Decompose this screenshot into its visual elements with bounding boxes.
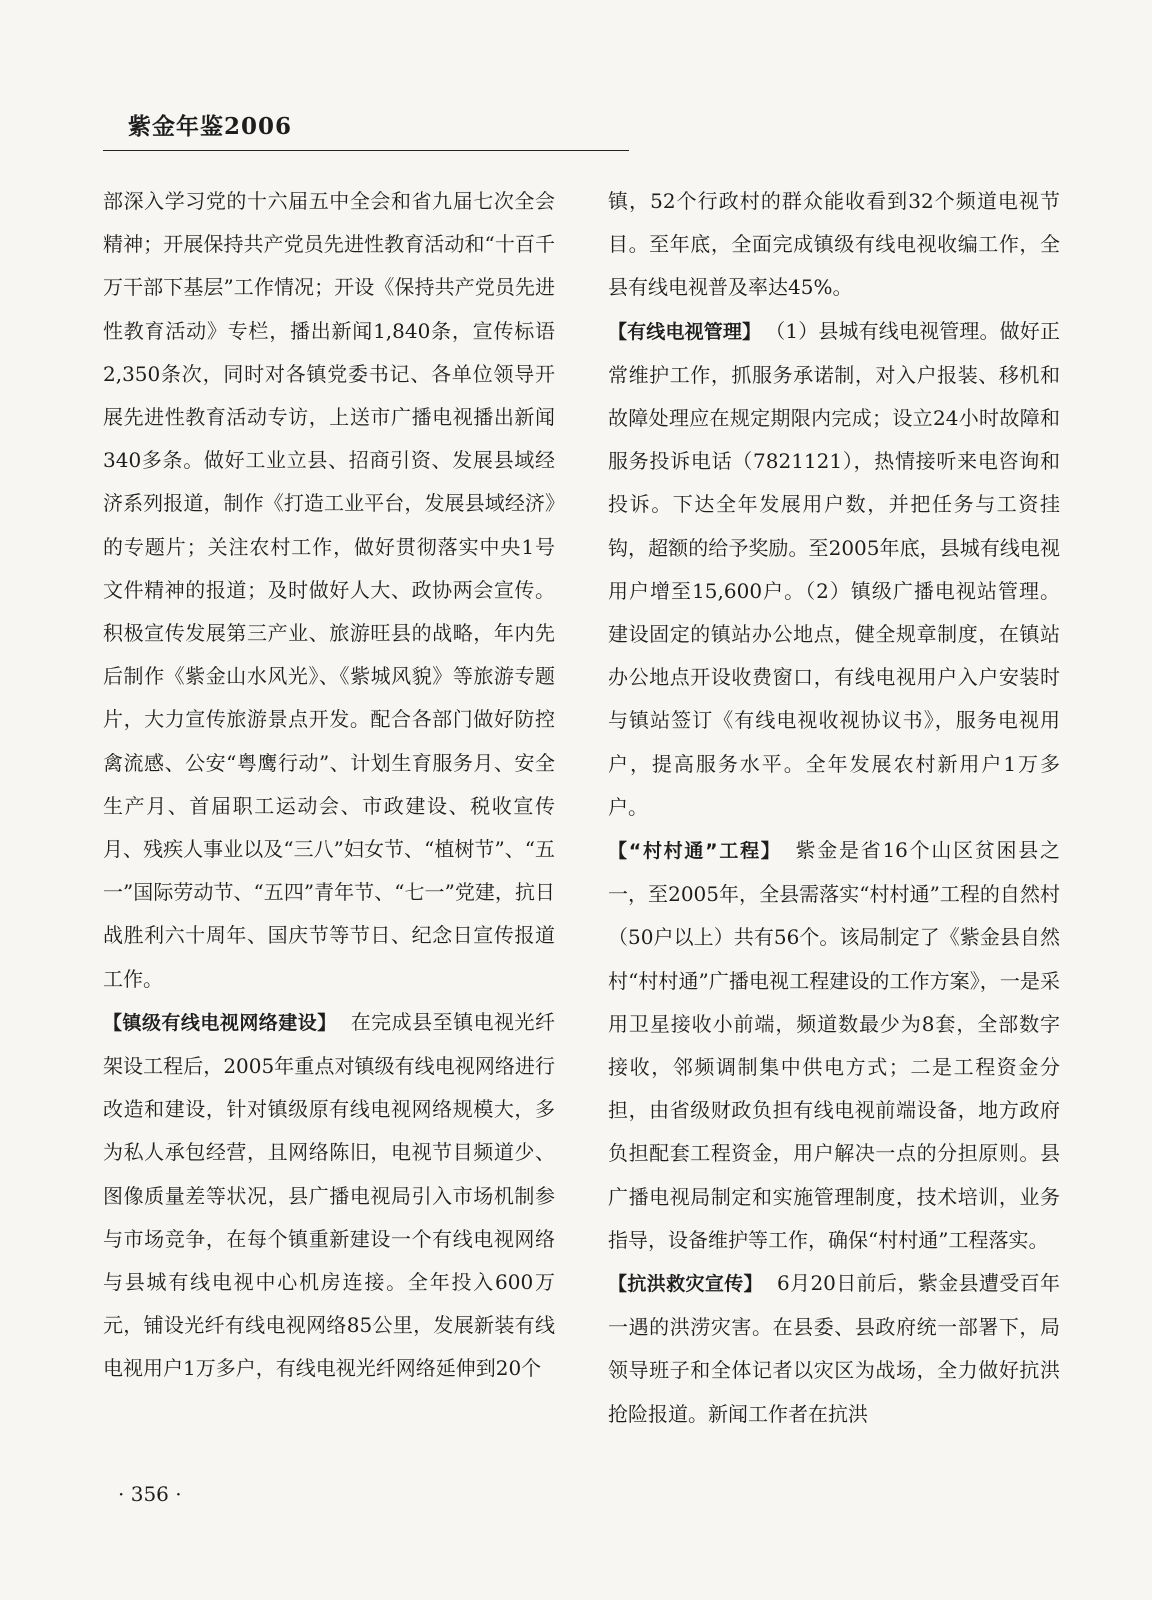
- section-body: 紫金是省16个山区贫困县之一，至2005年，全县需落实“村村通”工程的自然村（50户以上）共有56个。该局制定了《紫金县自然村“村村通”广播电视工程建设的工作方案》，一是采用卫星接收小前端，频道数最少为8套，全部数字接收，邻频调制集中供电方式；二是工程资金分担，由省级财政负担有线电视前端设备，地方政府负担配套工程资金，用户解决一点的分担原则。县广播电视局制定和实施管理制度，技术培训，业务指导，设备维护等工作，确保“村村通”工程落实。: [608, 838, 1060, 1252]
- left-column: [103, 180, 555, 1391]
- section-body: （1）县城有线电视管理。做好正常维护工作，抓服务承诺制，对入户报装、移机和故障处理应在规定期限内完成；设立24小时故障和服务投诉电话（7821121），热情接听来电咨询和投诉。下达全年发展用户数，并把任务与工资挂钩，超额的给予奖励。至2005年底，县城有线电视用户增至15,600户。（2）镇级广播电视站管理。建设固定的镇站办公地点，健全规章制度，在镇站办公地点开设收费窗口，有线电视用户入户安装时与镇站签订《有线电视收视协议书》，服务电视用户，提高服务水平。全年发展农村新用户1万多户。: [608, 318, 1060, 819]
- header-rule: [103, 150, 629, 151]
- right-column: [608, 180, 1060, 1436]
- section-flood-relief-publicity: [608, 1262, 1060, 1436]
- section-body: 6月20日前后，紫金县遭受百年一遇的洪涝灾害。在县委、县政府统一部署下，局领导班子和全体记者以灾区为战场，全力做好抗洪抢险报道。新闻工作者在抗洪: [608, 1271, 1060, 1426]
- continued-paragraph: 镇，52个行政村的群众能收看到32个频道电视节目。至年底，全面完成镇级有线电视收编工作，全县有线电视普及率达45%。: [608, 189, 1060, 300]
- running-header-title: 紫金年鉴2006: [128, 113, 293, 140]
- page-number: · 356 ·: [118, 1482, 182, 1506]
- section-cable-tv-management: [608, 310, 1060, 829]
- section-heading: 【抗洪救灾宣传】: [608, 1273, 763, 1296]
- section-body: 在完成县至镇电视光纤架设工程后，2005年重点对镇级有线电视网络进行改造和建设，针对镇级原有线电视网络规模大，多为私人承包经营，且网络陈旧，电视节目频道少、图像质量差等状况，县广播电视局引入市场机制参与市场竞争，在每个镇重新建设一个有线电视网络与县城有线电视中心机房连接。全年投入600万元，铺设光纤有线电视网络85公里，发展新装有线电视用户1万多户，有线电视光纤网络延伸到20个: [103, 1009, 555, 1381]
- section-heading: 【镇级有线电视网络建设】: [103, 1011, 337, 1034]
- section-heading: 【“村村通”工程】: [608, 840, 782, 863]
- section-town-cable-network: [103, 1001, 555, 1391]
- section-heading: 【有线电视管理】: [608, 320, 762, 343]
- continued-paragraph: 部深入学习党的十六届五中全会和省九届七次全会精神；开展保持共产党员先进性教育活动和“十百千万干部下基层”工作情况；开设《保持共产党员先进性教育活动》专栏，播出新闻1,840条，宣传标语2,350条次，同时对各镇党委书记、各单位领导开展先进性教育活动专访，上送市广播电视播出新闻340多条。做好工业立县、招商引资、发展县域经济系列报道，制作《打造工业平台，发展县域经济》的专题片；关注农村工作，做好贯彻落实中央1号文件精神的报道；及时做好人大、政协两会宣传。积极宣传发展第三产业、旅游旺县的战略，年内先后制作《紫金山水风光》、《紫城风貌》等旅游专题片，大力宣传旅游景点开发。配合各部门做好防控禽流感、公安“粤鹰行动”、计划生育服务月、安全生产月、首届职工运动会、市政建设、税收宣传月、残疾人事业以及“三八”妇女节、“植树节”、“五一”国际劳动节、“五四”青年节、“七一”党建，抗日战胜利六十周年、国庆节等节日、纪念日宣传报道工作。: [103, 189, 555, 991]
- section-village-connect-project: [608, 829, 1060, 1262]
